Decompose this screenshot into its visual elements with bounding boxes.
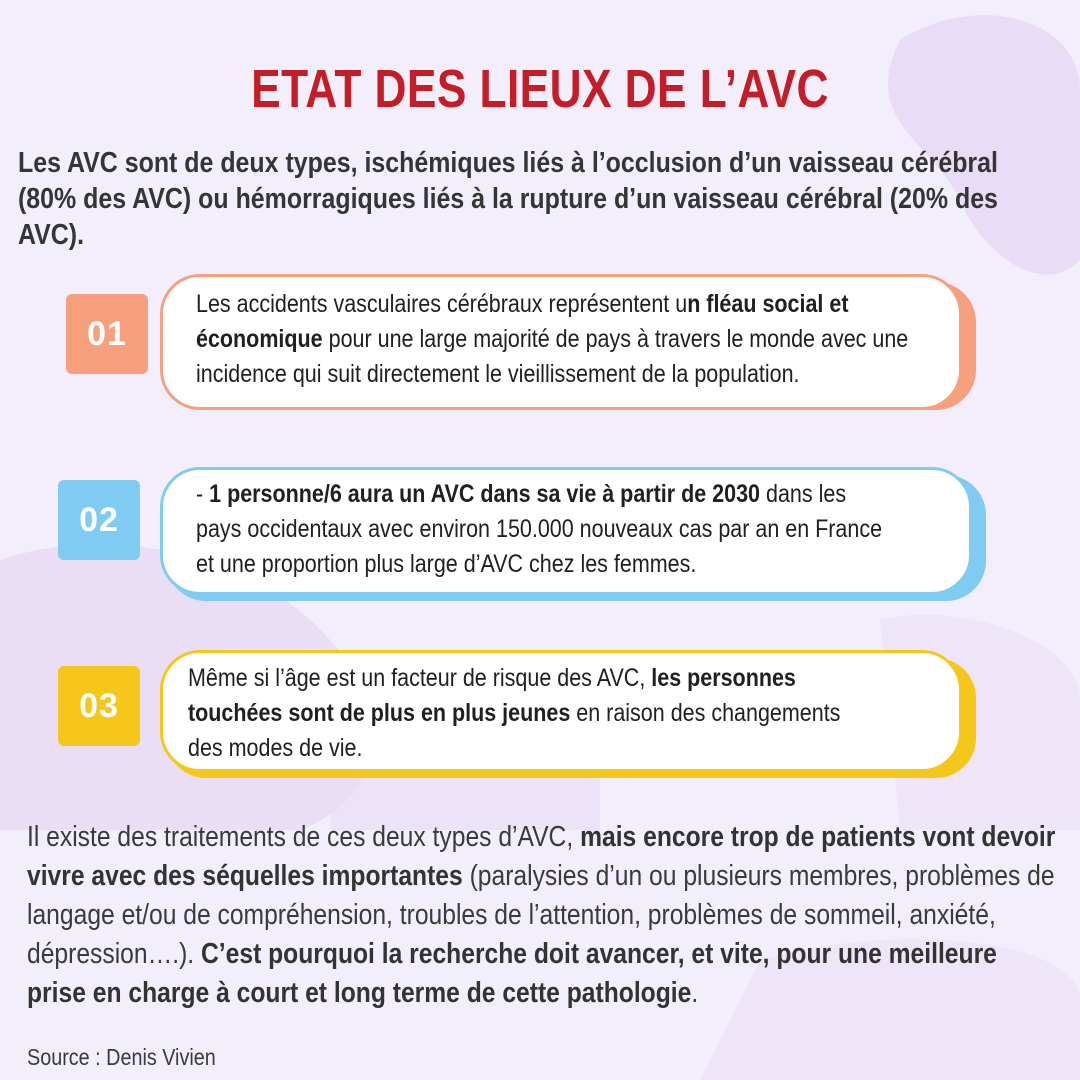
item-02 bbox=[0, 465, 1080, 605]
text-segment: Les accidents vasculaires cérébraux représentent u bbox=[196, 290, 688, 318]
item-line bbox=[188, 699, 840, 727]
item-03 bbox=[0, 648, 1080, 783]
source-credit: Source : Denis Vivien bbox=[27, 1044, 216, 1070]
text-segment: - bbox=[196, 480, 210, 508]
item-text bbox=[188, 661, 840, 766]
item-line bbox=[196, 515, 882, 543]
item-text bbox=[196, 477, 882, 582]
text-segment: Même si l’âge est un facteur de risque des AVC, bbox=[188, 664, 652, 692]
item-number: 03 bbox=[79, 686, 119, 725]
item-line bbox=[188, 734, 362, 762]
page-title: ETAT DES LIEUX DE L’AVC bbox=[251, 59, 829, 119]
emphasized-text: C’est pourquoi la recherche doit avancer, et vite, pour une meilleure prise en charge à court et long terme de cette pathologie bbox=[27, 938, 997, 1009]
text-segment: en raison des changements bbox=[570, 699, 841, 727]
text-segment: dans les bbox=[760, 480, 847, 508]
item-line bbox=[196, 550, 696, 578]
item-number: 01 bbox=[87, 314, 127, 353]
item-number: 02 bbox=[79, 500, 119, 539]
text-segment: et une proportion plus large d’AVC chez les femmes. bbox=[196, 550, 697, 578]
text-segment: . bbox=[691, 977, 699, 1009]
emphasized-text: mais encore trop de patients vont devoir vivre avec des séquelles importantes bbox=[27, 821, 1056, 892]
item-line bbox=[196, 325, 908, 353]
item-line bbox=[196, 360, 800, 388]
text-segment: pays occidentaux avec environ 150.000 nouveaux cas par an en France bbox=[196, 515, 883, 543]
text-segment: incidence qui suit directement le vieillissement de la population. bbox=[196, 360, 800, 388]
intro-paragraph: Les AVC sont de deux types, ischémiques liés à l’occlusion d’un vaisseau cérébral (80% des AVC) ou hémorragiques liés à la rupture d’un vaisseau cérébral (20% des AVC). bbox=[18, 147, 998, 251]
item-text bbox=[196, 287, 908, 392]
text-segment: Il existe des traitements de ces deux types d’AVC, bbox=[27, 821, 581, 853]
text-segment: (paralysies d’un ou plusieurs membres, problèmes de langage et/ou de compréhension, troubles de l’attention, problèmes de sommeil, anxiété, dépression….). bbox=[27, 860, 1055, 970]
text-segment: des modes de vie. bbox=[188, 734, 363, 762]
item-line bbox=[188, 664, 796, 692]
text-segment: pour une large majorité de pays à travers le monde avec une bbox=[322, 325, 909, 353]
item-line bbox=[196, 290, 848, 318]
item-01 bbox=[0, 272, 1080, 422]
emphasized-text: économique bbox=[196, 325, 323, 353]
emphasized-text: les personnes bbox=[651, 664, 796, 692]
item-number-badge bbox=[58, 666, 140, 746]
emphasized-text: touchées sont de plus en plus jeunes bbox=[188, 699, 571, 727]
emphasized-text: n fléau social et bbox=[687, 290, 849, 318]
conclusion-paragraph bbox=[27, 818, 1060, 1013]
emphasized-text: 1 personne/6 aura un AVC dans sa vie à partir de 2030 bbox=[209, 480, 761, 508]
item-number-badge bbox=[66, 294, 148, 374]
item-number-badge bbox=[58, 480, 140, 560]
item-line bbox=[196, 480, 846, 508]
